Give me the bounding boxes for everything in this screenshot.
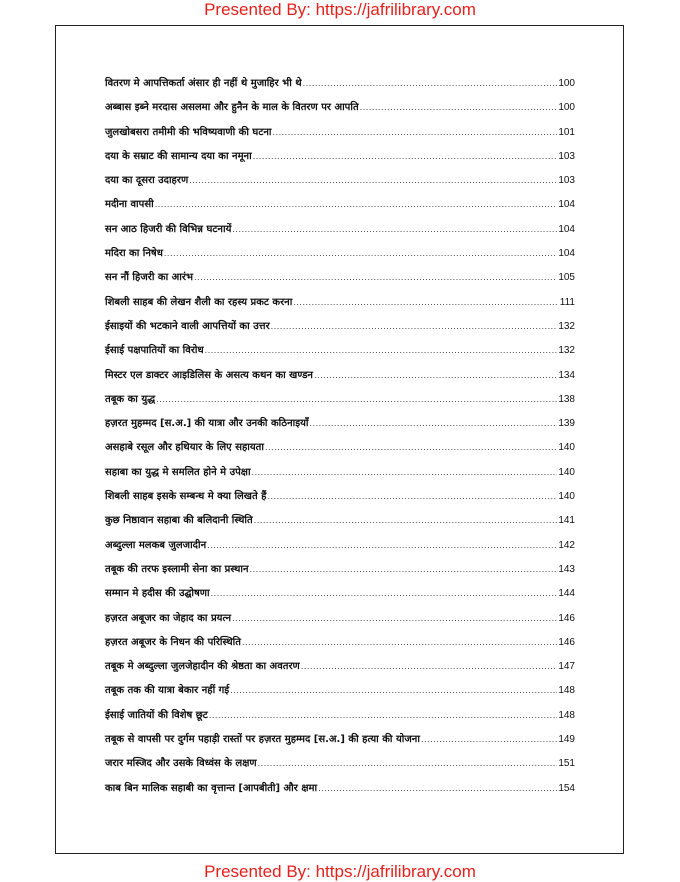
dot-leader xyxy=(250,565,558,574)
dot-leader xyxy=(156,395,557,404)
toc-entry[interactable] xyxy=(105,512,575,536)
toc-entry-title: शिबली साहब की लेखन शैली का रहस्य प्रकट करना xyxy=(105,296,293,308)
dot-leader xyxy=(230,686,557,695)
toc-entry[interactable] xyxy=(105,755,575,779)
toc-entry-page: 154 xyxy=(558,782,575,794)
toc-entry[interactable] xyxy=(105,318,575,342)
dot-leader xyxy=(232,225,557,234)
toc-entry-title: हज़रत मुहम्मद [स.अ.] की यात्रा और उनकी कठिनाइयाँ xyxy=(105,418,309,430)
toc-entry-page: 100 xyxy=(558,102,575,114)
toc-entry-page: 100 xyxy=(558,78,575,89)
dot-leader xyxy=(194,273,557,282)
toc-entry[interactable] xyxy=(105,610,575,634)
toc-entry-page: 132 xyxy=(558,320,575,332)
dot-leader xyxy=(360,103,558,112)
toc-entry-title: कुछ निष्ठावान सहाबा की बलिदानी स्थिति xyxy=(105,515,253,527)
toc-entry-title: तबूक का युद्ध xyxy=(105,393,156,405)
toc-entry-title: तबूक तक की यात्रा बेकार नहीं गई xyxy=(105,685,230,697)
toc-entry[interactable] xyxy=(105,75,575,99)
toc-entry-page: 151 xyxy=(558,758,575,770)
toc-entry-page: 139 xyxy=(558,418,575,430)
dot-leader xyxy=(252,468,558,477)
toc-entry[interactable] xyxy=(105,439,575,463)
toc-entry-title: सम्मान मे हदीस की उद्घोषणा xyxy=(105,588,210,600)
toc-entry[interactable] xyxy=(105,221,575,245)
toc-entry[interactable] xyxy=(105,682,575,706)
toc-entry-title: सन आठ हिजरी की विभिन्न घटनायें xyxy=(105,223,232,235)
dot-leader xyxy=(303,79,558,88)
toc-entry-page: 142 xyxy=(558,539,575,551)
toc-entry[interactable] xyxy=(105,537,575,561)
toc-entry-page: 148 xyxy=(558,685,575,697)
toc-entry-title: दया के सम्राट की सामान्य दया का नमूना xyxy=(105,150,252,162)
toc-entry[interactable] xyxy=(105,99,575,123)
toc-entry-page: 111 xyxy=(559,296,575,308)
toc-entry-page: 148 xyxy=(558,709,575,721)
toc-entry-page: 140 xyxy=(558,442,575,454)
toc-entry[interactable] xyxy=(105,464,575,488)
toc-entry-page: 149 xyxy=(558,734,575,746)
toc-entry-title: शिबली साहब इसके सम्बन्ध मे क्या लिखते हैं xyxy=(105,491,267,503)
toc-entry-title: अब्दुल्ला मलकब जुलजादीन xyxy=(105,539,207,551)
toc-entry-page: 144 xyxy=(558,588,575,600)
dot-leader xyxy=(314,371,557,380)
toc-entry[interactable] xyxy=(105,585,575,609)
toc-entry[interactable] xyxy=(105,294,575,318)
toc-entry-title: वितरण मे आपत्तिकर्ता अंसार ही नहीं थे मुजाहिर भी थे xyxy=(105,78,302,89)
toc-entry-title: हज़रत अबूजर के निधन की परिस्थिति xyxy=(105,636,241,648)
toc-entry-page: 103 xyxy=(558,150,575,162)
toc-entry-title: हज़रत अबूजर का जेहाद का प्रयत्न xyxy=(105,612,232,624)
toc-entry-title: मदीना वापसी xyxy=(105,199,154,211)
toc-entry-page: 103 xyxy=(558,175,575,187)
table-of-contents xyxy=(105,75,575,804)
toc-entry[interactable] xyxy=(105,124,575,148)
toc-entry-title: जरार मस्जिद और उसके विध्वंस के लक्षण xyxy=(105,758,257,770)
dot-leader xyxy=(271,322,558,331)
dot-leader xyxy=(253,152,558,161)
toc-entry-title: काब बिन मालिक सहाबी का वृत्तान्त [आपबीती] और क्षमा xyxy=(105,782,318,794)
toc-entry[interactable] xyxy=(105,707,575,731)
toc-entry[interactable] xyxy=(105,561,575,585)
toc-entry-page: 104 xyxy=(558,248,575,260)
toc-entry-page: 140 xyxy=(558,491,575,503)
toc-entry-page: 146 xyxy=(558,612,575,624)
dot-leader xyxy=(258,759,558,768)
toc-entry[interactable] xyxy=(105,172,575,196)
dot-leader xyxy=(207,541,557,550)
toc-entry-title: ईसाई जातियों की विशेष छूट xyxy=(105,709,208,721)
dot-leader xyxy=(318,784,557,793)
toc-entry[interactable] xyxy=(105,658,575,682)
dot-leader xyxy=(211,589,558,598)
toc-entry[interactable] xyxy=(105,196,575,220)
toc-entry-title: मिस्टर एल डाक्टर आइडिलिस के असत्य कथन का खण्डन xyxy=(105,369,313,381)
toc-entry-page: 143 xyxy=(558,563,575,575)
toc-entry[interactable] xyxy=(105,634,575,658)
dot-leader xyxy=(267,492,557,501)
toc-entry-title: ईसाइयों की भटकाने वाली आपत्तियों का उत्तर xyxy=(105,320,270,332)
dot-leader xyxy=(189,176,557,185)
toc-entry[interactable] xyxy=(105,391,575,415)
toc-entry-page: 101 xyxy=(558,126,575,138)
dot-leader xyxy=(265,443,557,452)
toc-entry[interactable] xyxy=(105,367,575,391)
toc-entry-title: जुलखोबसरा तमीमी की भविष्यवाणी की घटना xyxy=(105,126,272,138)
toc-entry-title: सन नौं हिजरी का आरंभ xyxy=(105,272,193,284)
toc-entry-title: तबूक मे अब्दुल्ला जुलजेहादीन की श्रेष्ठता का अवतरण xyxy=(105,661,300,673)
toc-entry-title: ईसाई पक्षपातियों का विरोध xyxy=(105,345,204,357)
toc-entry-page: 104 xyxy=(558,223,575,235)
presented-by-header: Presented By: https://jafrilibrary.com xyxy=(204,0,476,19)
toc-entry-page: 105 xyxy=(558,272,575,284)
toc-entry-page: 141 xyxy=(558,515,575,527)
toc-entry[interactable] xyxy=(105,342,575,366)
dot-leader xyxy=(273,128,558,137)
toc-entry[interactable] xyxy=(105,269,575,293)
toc-entry-page: 146 xyxy=(558,636,575,648)
toc-entry-page: 138 xyxy=(558,393,575,405)
toc-entry[interactable] xyxy=(105,488,575,512)
toc-entry-title: मदिरा का निषेध xyxy=(105,248,163,260)
dot-leader xyxy=(242,638,557,647)
toc-entry[interactable] xyxy=(105,148,575,172)
presented-by-footer: Presented By: https://jafrilibrary.com xyxy=(204,862,476,881)
toc-entry-page: 132 xyxy=(558,345,575,357)
dot-leader xyxy=(164,249,557,258)
toc-entry-title: तबूक से वापसी पर दुर्गम पहाड़ी रास्तों पर हज़रत मुहम्मद [स.अ.] की हत्या की योजना xyxy=(105,734,420,746)
toc-entry-page: 147 xyxy=(558,661,575,673)
dot-leader xyxy=(310,419,558,428)
toc-entry-page: 104 xyxy=(558,199,575,211)
toc-entry-page: 134 xyxy=(558,369,575,381)
dot-leader xyxy=(209,711,557,720)
toc-entry-title: सहाबा का युद्ध मे समलित होने मे उपेक्षा xyxy=(105,466,251,478)
toc-entry[interactable] xyxy=(105,780,575,804)
toc-entry[interactable] xyxy=(105,731,575,755)
dot-leader xyxy=(254,516,558,525)
toc-entry-title: अब्बास इब्ने मरदास असलमा और हुनैन के माल के वितरण पर आपति xyxy=(105,102,359,114)
dot-leader xyxy=(421,735,557,744)
toc-entry-title: तबूक की तरफ इस्लामी सेना का प्रस्थान xyxy=(105,563,249,575)
dot-leader xyxy=(232,614,557,623)
dot-leader xyxy=(155,200,558,209)
toc-entry-title: असहाबे रसूल और हथियार के लिए सहायता xyxy=(105,442,264,454)
toc-entry-title: दया का दूसरा उदाहरण xyxy=(105,175,189,187)
dot-leader xyxy=(205,346,558,355)
dot-leader xyxy=(301,662,558,671)
toc-entry-page: 140 xyxy=(558,466,575,478)
toc-entry[interactable] xyxy=(105,415,575,439)
toc-entry[interactable] xyxy=(105,245,575,269)
dot-leader xyxy=(293,298,558,307)
